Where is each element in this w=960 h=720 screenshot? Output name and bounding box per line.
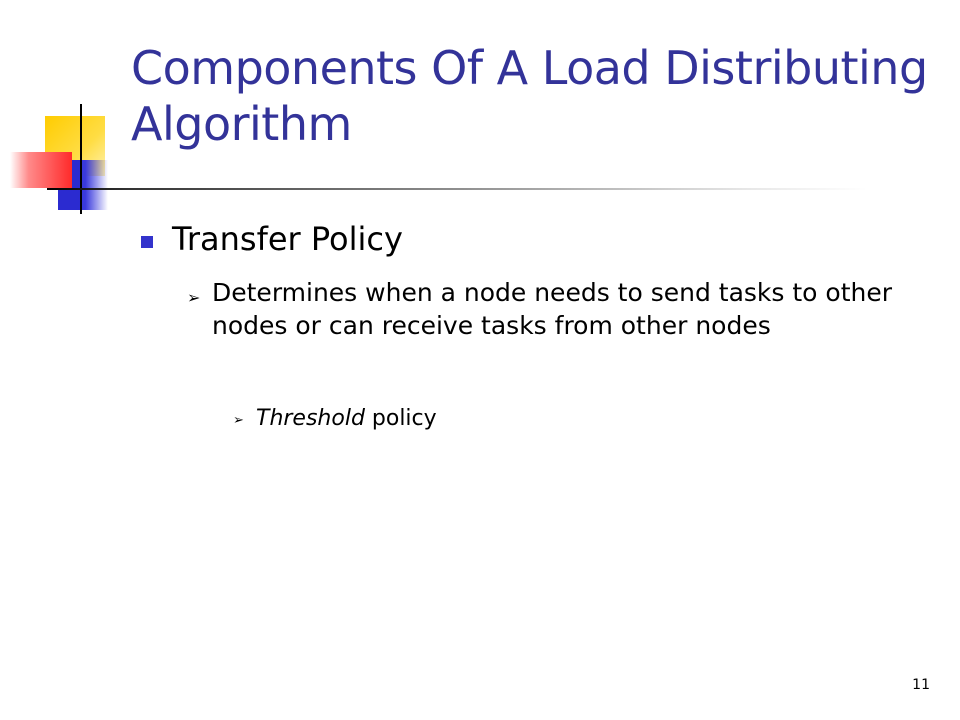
decorative-vertical-line (80, 104, 82, 214)
slide-title: Components Of A Load Distributing Algorithm (131, 41, 928, 151)
square-bullet-icon (141, 236, 153, 248)
bullet-level3-emphasis: Threshold (256, 406, 365, 431)
bullet-level3-rest: policy (364, 406, 437, 431)
bullet-level1-text: Transfer Policy (172, 220, 403, 258)
arrowhead-bullet-icon: ➢ (233, 413, 244, 428)
decorative-red-block (10, 152, 72, 188)
arrowhead-bullet-icon: ➢ (187, 288, 201, 307)
bullet-level3-text (256, 404, 437, 434)
bullet-level2-text: Determines when a node needs to send tasks to other nodes or can receive tasks from other nodes (212, 278, 893, 340)
page-number: 11 (912, 677, 930, 693)
title-underline (47, 188, 867, 190)
